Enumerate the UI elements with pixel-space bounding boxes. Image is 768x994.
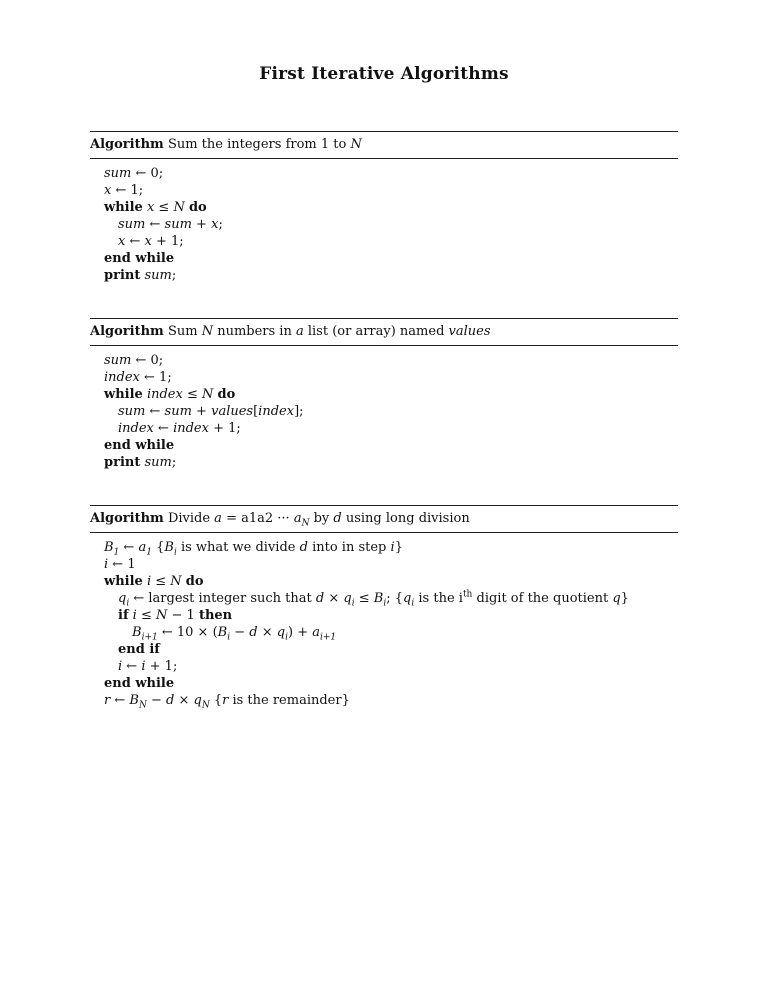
algorithm-caption xyxy=(90,506,678,532)
code-line: sum ← 0; xyxy=(104,166,164,181)
code-line: r ← $B_N - d \times q_N$ {r is the remainder} xyxy=(104,693,350,711)
code-line: end while xyxy=(104,251,175,266)
code-line: sum ← sum + x; xyxy=(118,217,223,232)
code-line: print sum; xyxy=(104,455,177,470)
algorithm-keyword: Algorithm xyxy=(90,137,164,152)
code-line: if i ≤ N − 1 then xyxy=(118,608,233,623)
algorithm-caption xyxy=(90,319,678,345)
code-line: $B_{i+1}$ ← $10 \times (B_i - d \times q_i) + a_{i+1}$ xyxy=(132,625,337,643)
algorithm-caption xyxy=(90,132,678,158)
algorithm-block-sum-integers xyxy=(90,131,678,284)
algorithm-keyword: Algorithm xyxy=(90,324,164,339)
code-line: sum ← sum + values[index]; xyxy=(118,404,304,419)
code-line: index ← index + 1; xyxy=(118,421,241,436)
algorithm-block-long-division xyxy=(90,505,678,709)
page-title: First Iterative Algorithms xyxy=(259,64,509,84)
code-line: end if xyxy=(118,642,160,657)
code-line: while i ≤ N do xyxy=(104,574,204,589)
code-line: while x ≤ N do xyxy=(104,200,207,215)
code-line: while index ≤ N do xyxy=(104,387,236,402)
caption-text: Divide a = a1a2 ··· $a_N$ by d using long division xyxy=(167,511,470,529)
algorithm-body xyxy=(90,346,678,471)
code-line: index ← 1; xyxy=(104,370,172,385)
caption-text: Sum N numbers in a list (or array) named values xyxy=(167,324,491,339)
code-line: end while xyxy=(104,676,175,691)
caption-text: Sum the integers from 1 to N xyxy=(167,137,362,152)
code-line: end while xyxy=(104,438,175,453)
code-line: i ← i + 1; xyxy=(118,659,178,674)
algorithm-block-sum-list xyxy=(90,318,678,471)
algorithm-body xyxy=(90,159,678,284)
code-line: $q_i$ ← largest integer such that $d \times q_i \le B_i$; {$q_i$ is the $i^{th}$ digit of the quotient q} xyxy=(118,589,629,609)
algorithm-keyword: Algorithm xyxy=(90,511,164,526)
code-line: x ← 1; xyxy=(104,183,144,198)
code-line: sum ← 0; xyxy=(104,353,164,368)
code-line: x ← x + 1; xyxy=(118,234,184,249)
code-line: i ← 1 xyxy=(104,557,136,572)
code-line: $B_1$ ← $a_1$ {$B_i$ is what we divide d into in step i} xyxy=(104,540,403,558)
algorithm-body xyxy=(90,533,678,709)
code-line: print sum; xyxy=(104,268,177,283)
